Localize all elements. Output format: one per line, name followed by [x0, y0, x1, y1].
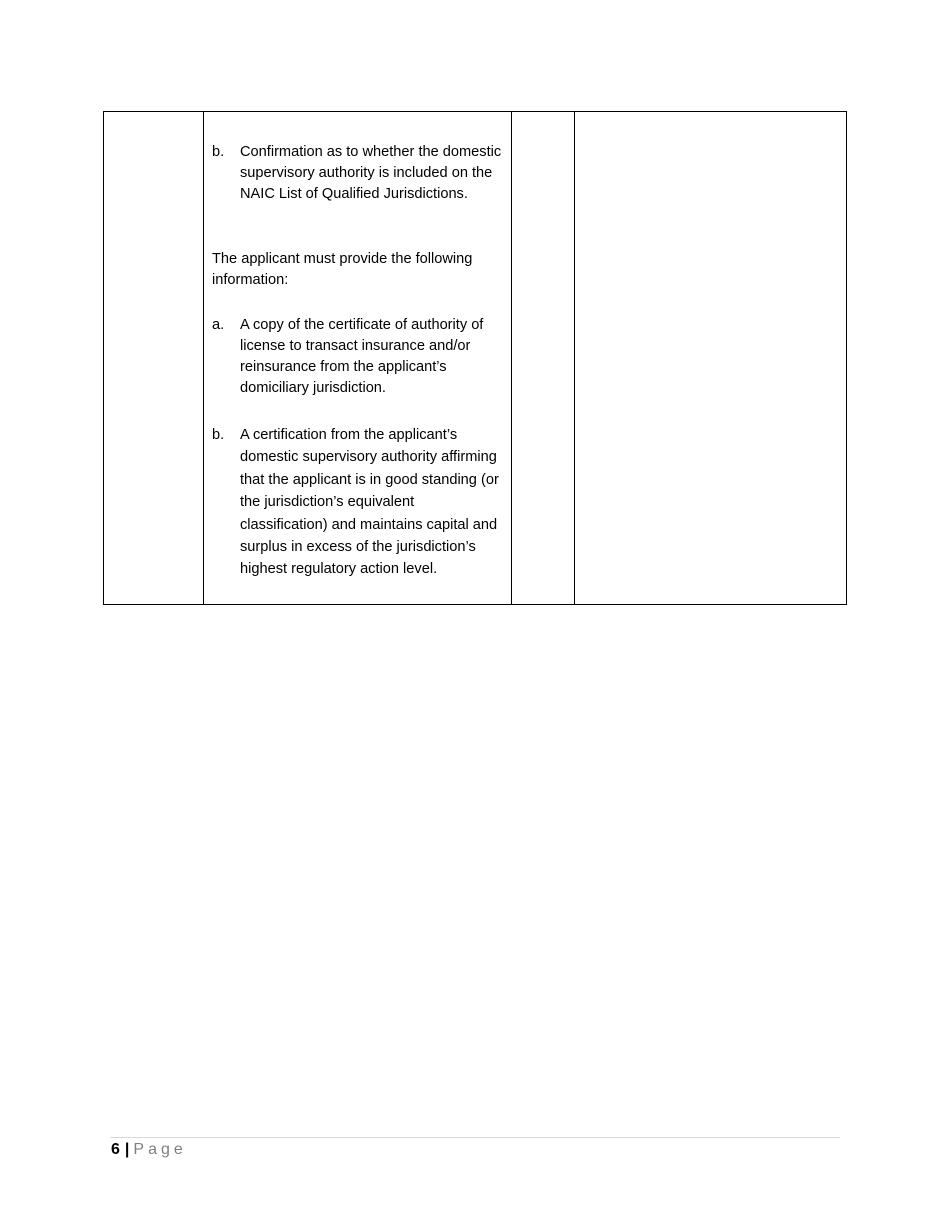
list-item-b-certification	[212, 424, 504, 581]
page-number: 6	[111, 1141, 120, 1158]
page-label: Page	[133, 1141, 187, 1158]
list-marker: b.	[212, 144, 225, 160]
table-row	[104, 112, 847, 605]
table-cell-empty-3	[512, 112, 575, 605]
intro-paragraph: The applicant must provide the following information:	[212, 251, 473, 288]
list-marker: b.	[212, 427, 225, 443]
table-cell-empty-1	[104, 112, 204, 605]
requirements-table	[103, 111, 847, 605]
list-item-b-confirmation	[212, 142, 504, 205]
list-item-a-certificate	[212, 315, 504, 399]
list-marker: a.	[212, 317, 225, 333]
footer-separator: |	[124, 1141, 130, 1158]
table-cell-empty-4	[575, 112, 847, 605]
list-item-text: Confirmation as to whether the domestic supervisory authority is included on the NAIC List of Qualified Jurisdictions.	[240, 144, 502, 202]
list-item-text: A copy of the certificate of authority of license to transact insurance and/or reinsurance from the applicant’s domiciliary jurisdiction.	[240, 317, 484, 396]
list-item-text: A certification from the applicant’s domestic supervisory authority affirming that the applicant is in good standing (or the jurisdiction’s equivalent classification) and maintains capital and surplus in excess of the jurisdiction’s highest regulatory action level.	[240, 427, 499, 578]
page-footer	[111, 1140, 187, 1160]
footer-divider	[110, 1137, 840, 1138]
table-cell-requirements	[204, 112, 512, 605]
